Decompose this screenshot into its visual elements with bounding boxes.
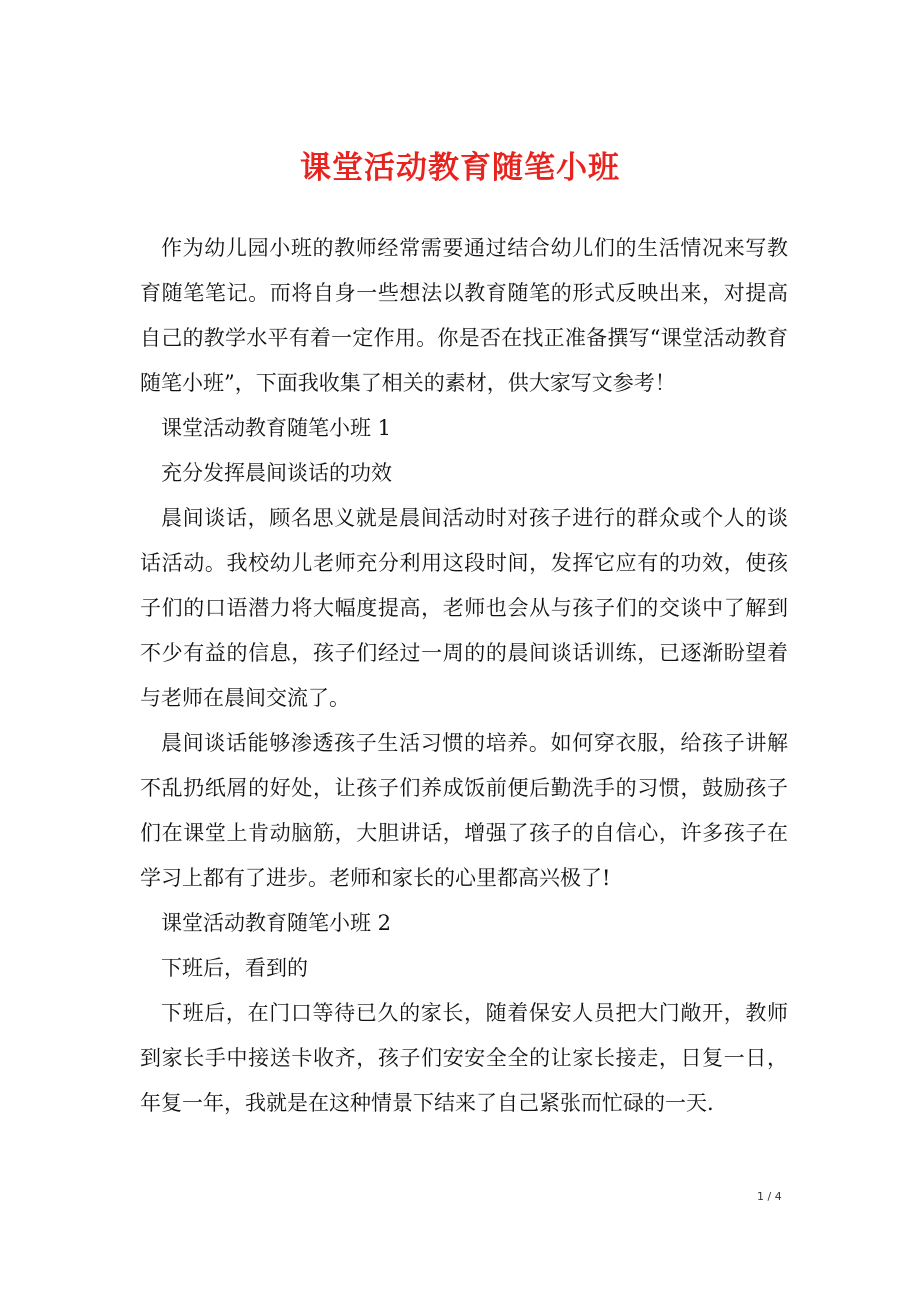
body-paragraph: 晨间谈话，顾名思义就是晨间活动时对孩子进行的群众或个人的谈话活动。我校幼儿老师充分利用这段时间，发挥它应有的功效，使孩子们的口语潜力将大幅度提高，老师也会从与孩子们的交谈中了解到不少有益的信息，孩子们经过一周的的晨间谈话训练，已逐渐盼望着与老师在晨间交流了。	[140, 506, 788, 710]
subheading: 下班后，看到的	[161, 956, 308, 980]
page-indicator: 1 / 4	[757, 1190, 782, 1203]
intro-paragraph: 作为幼儿园小班的教师经常需要通过结合幼儿们的生活情况来写教育随笔笔记。而将自身一些想法以教育随笔的形式反映出来，对提高自己的教学水平有着一定作用。你是否在找正准备撰写“课堂活动教育随笔小班”，下面我收集了相关的素材，供大家写文参考！	[140, 236, 788, 395]
section-heading-2: 课堂活动教育随笔小班 2	[161, 911, 392, 935]
body-paragraph: 晨间谈话能够渗透孩子生活习惯的培养。如何穿衣服，给孩子讲解不乱扔纸屑的好处，让孩子们养成饭前便后勤洗手的习惯，鼓励孩子们在课堂上肯动脑筋，大胆讲话，增强了孩子的自信心，许多孩子在学习上都有了进步。老师和家长的心里都高兴极了!	[140, 731, 788, 890]
subheading: 充分发挥晨间谈话的功效	[161, 461, 392, 485]
body-paragraph: 下班后，在门口等待已久的家长，随着保安人员把大门敞开，教师到家长手中接送卡收齐，孩子们安安全全的让家长接走，日复一日，年复一年，我就是在这种情景下结来了自己紧张而忙碌的一天.	[140, 1001, 788, 1115]
document-title: 课堂活动教育随笔小班	[300, 150, 620, 186]
section-heading-1: 课堂活动教育随笔小班 1	[161, 416, 392, 440]
document-body	[140, 226, 788, 1126]
